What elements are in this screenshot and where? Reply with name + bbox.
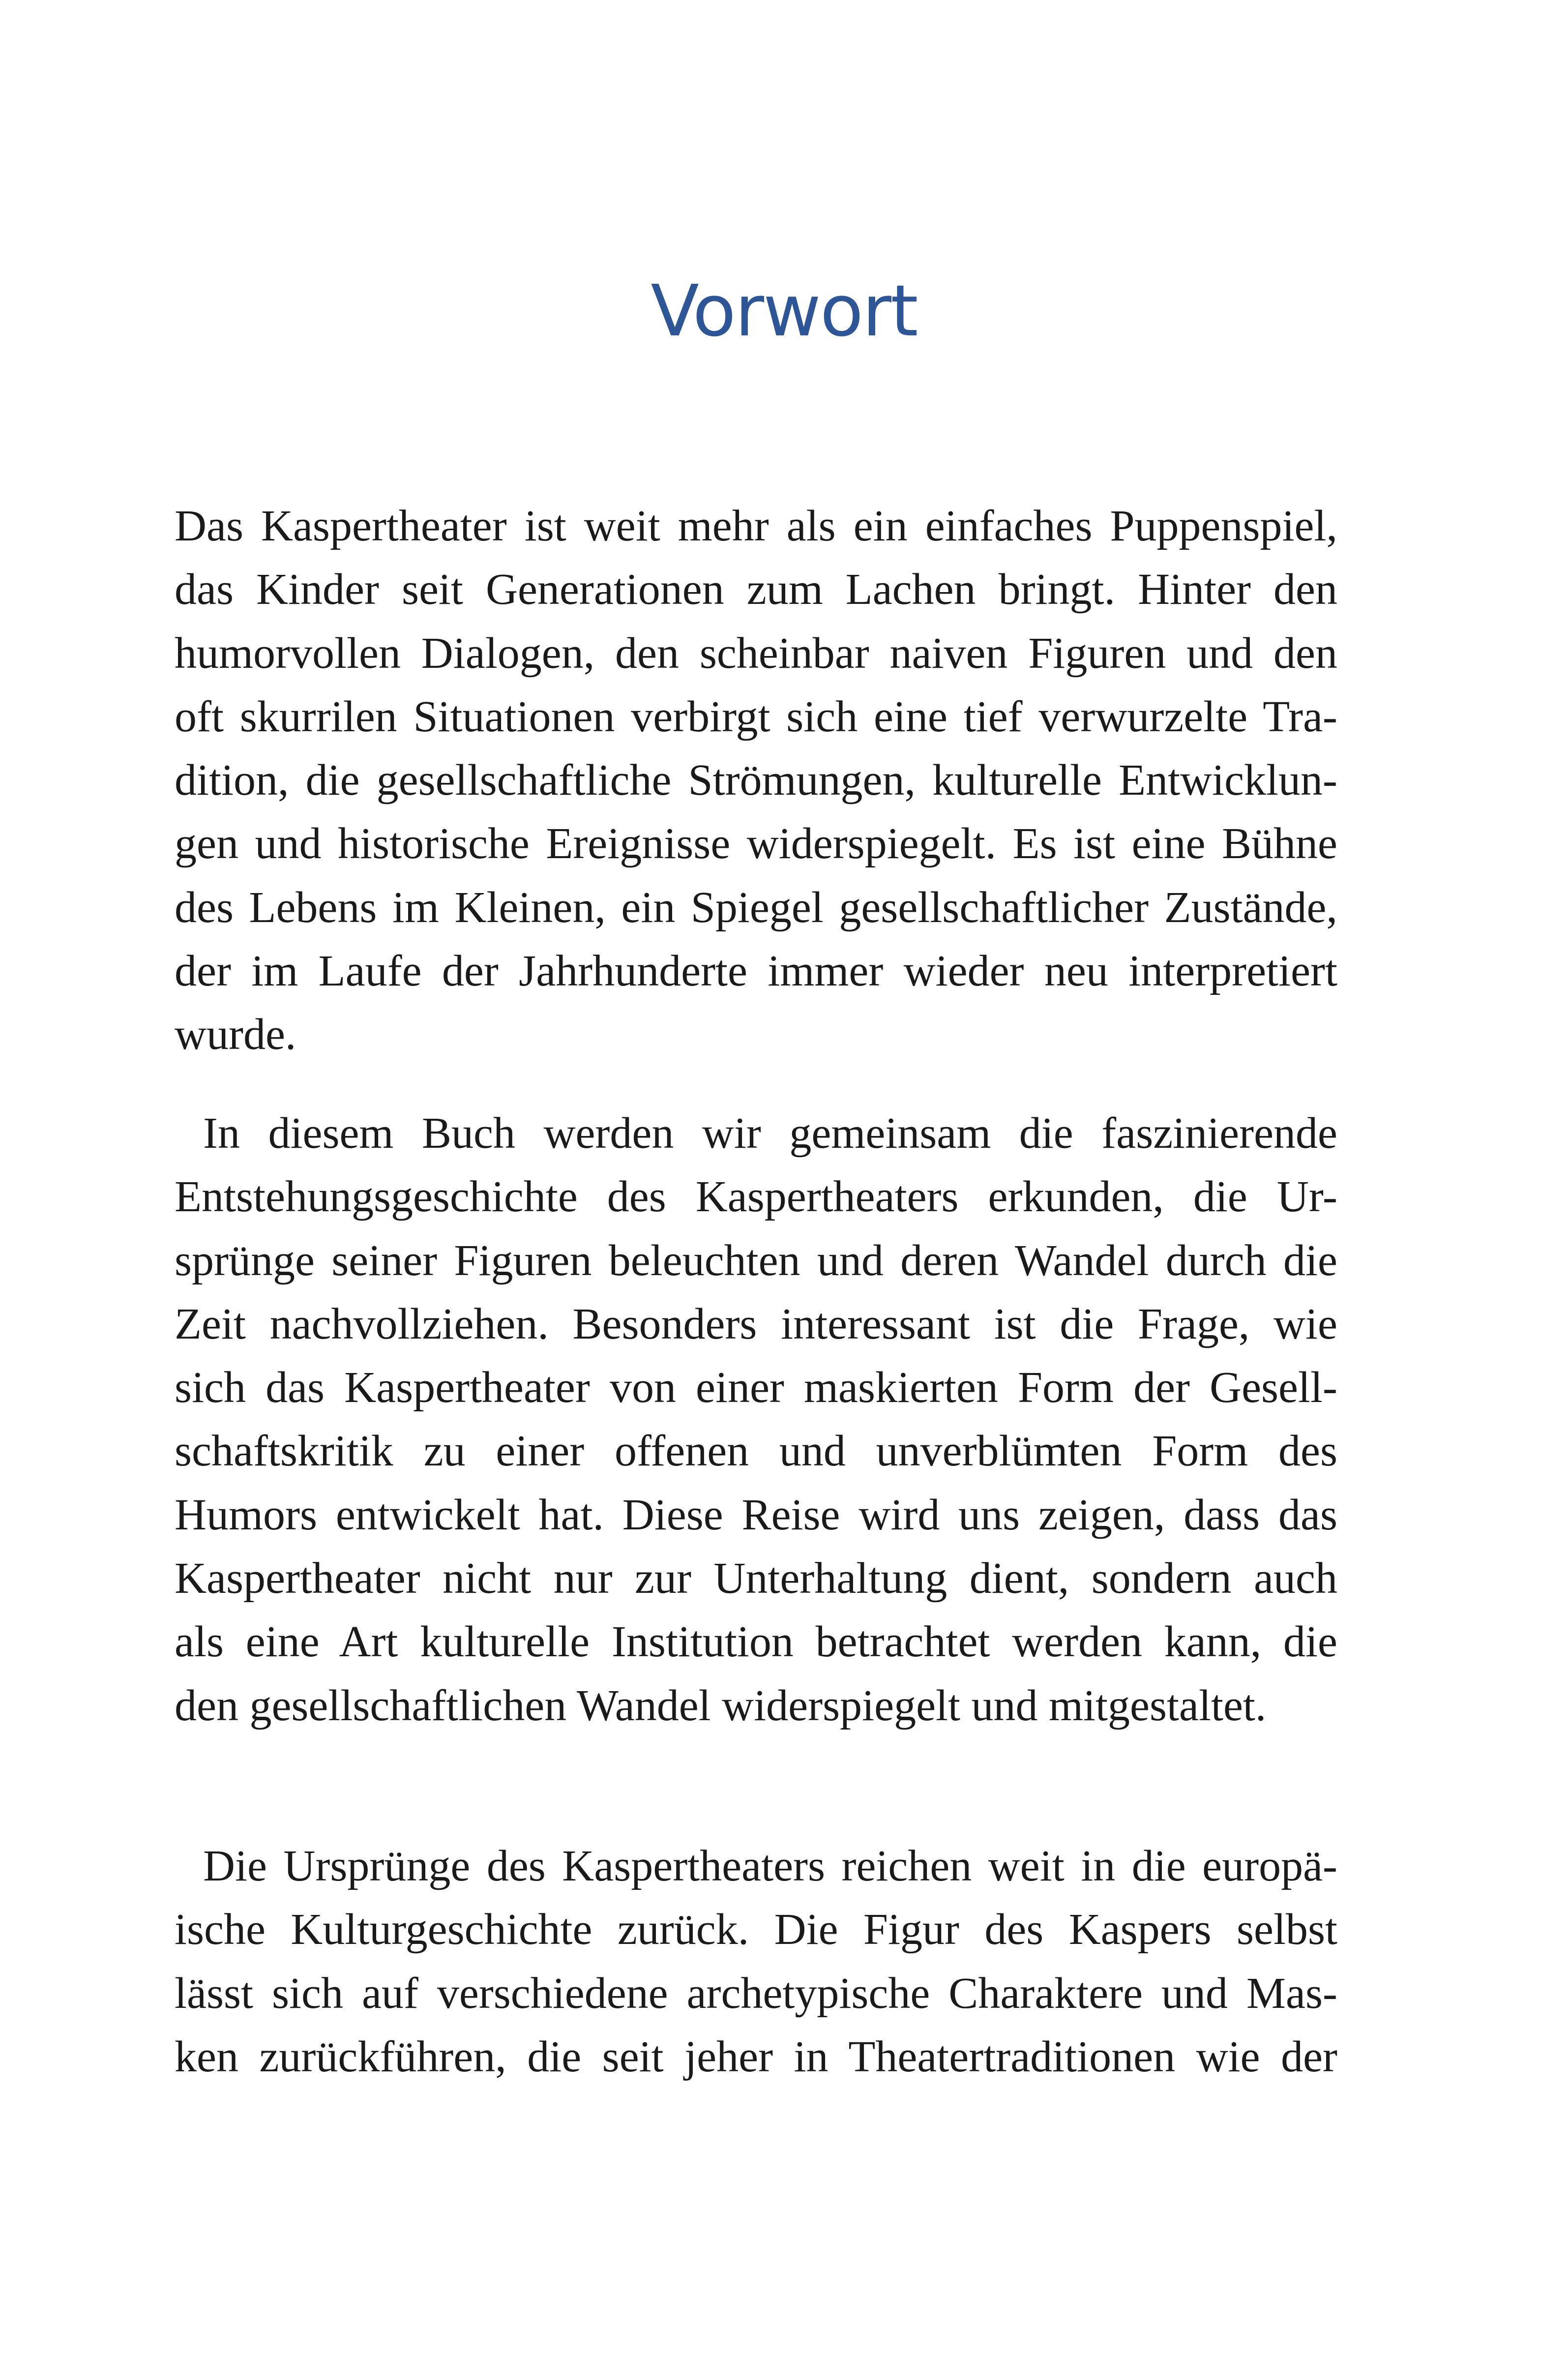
text-line: gen und historische Ereignisse widerspiegelt. Es ist eine Bühne — [175, 819, 1337, 868]
text-line: Das Kaspertheater ist weit mehr als ein einfaches Puppenspiel, — [175, 502, 1337, 550]
text-line: Humors entwickelt hat. Diese Reise wird uns zeigen, dass das — [175, 1490, 1337, 1539]
text-line: sich das Kaspertheater von einer maskierten Form der Gesell- — [175, 1363, 1337, 1412]
text-line: des Lebens im Kleinen, ein Spiegel gesellschaftlicher Zustände, — [175, 883, 1337, 932]
text-line: schaftskritik zu einer offenen und unverblümten Form des — [175, 1427, 1337, 1476]
paragraph-2 — [175, 1102, 1337, 1737]
paragraph-3 — [175, 1834, 1337, 2089]
text-line: dition, die gesellschaftliche Strömungen, kulturelle Entwicklun- — [175, 756, 1337, 805]
text-line: humorvollen Dialogen, den scheinbar naiven Figuren und den — [175, 628, 1337, 678]
text-line: den gesellschaftlichen Wandel widerspiegelt und mitgestaltet. — [175, 1681, 1267, 1730]
text-line: Entstehungsgeschichte des Kaspertheaters erkunden, die Ur- — [175, 1172, 1337, 1222]
paragraph-1 — [175, 494, 1337, 1067]
text-line: lässt sich auf verschiedene archetypische Charaktere und Mas- — [175, 1969, 1337, 2018]
text-line: In diesem Buch werden wir gemeinsam die faszinierende — [203, 1109, 1337, 1158]
text-line: der im Laufe der Jahrhunderte immer wieder neu interpretiert — [175, 947, 1337, 996]
text-line: sprünge seiner Figuren beleuchten und deren Wandel durch die — [175, 1236, 1337, 1285]
text-line: Kaspertheater nicht nur zur Unterhaltung dient, sondern auch — [175, 1554, 1337, 1603]
text-line: Die Ursprünge des Kaspertheaters reichen weit in die europä- — [203, 1842, 1337, 1890]
text-line: ken zurückführen, die seit jeher in Theatertraditionen wie der — [175, 2032, 1337, 2081]
text-line: wurde. — [175, 1010, 296, 1059]
text-line: Zeit nachvollziehen. Besonders interessant ist die Frage, wie — [175, 1299, 1337, 1348]
chapter-title: Vorwort — [651, 269, 917, 352]
text-line: ische Kulturgeschichte zurück. Die Figur des Kaspers selbst — [175, 1905, 1337, 1954]
text-line: oft skurrilen Situationen verbirgt sich eine tief verwurzelte Tra- — [175, 692, 1337, 741]
text-line: als eine Art kulturelle Institution betrachtet werden kann, die — [175, 1617, 1337, 1667]
text-line: das Kinder seit Generationen zum Lachen bringt. Hinter den — [175, 565, 1337, 614]
